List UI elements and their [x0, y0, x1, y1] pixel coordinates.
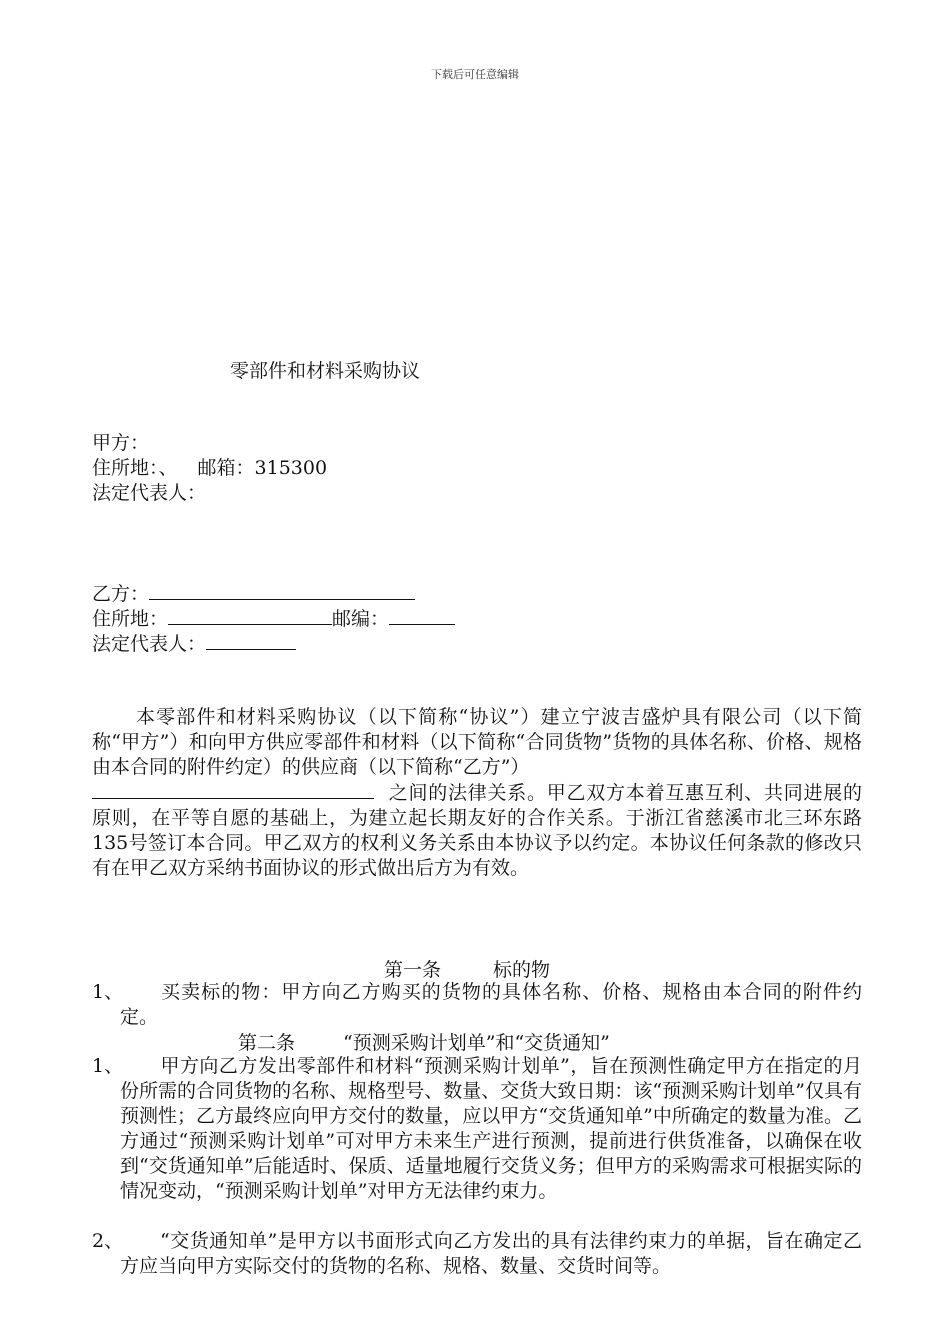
party-a-rep-label: 法定代表人： — [92, 482, 207, 504]
party-a-block — [92, 431, 862, 506]
intro-part1: 本零部件和材料采购协议（以下简称“协议”）建立宁波吉盛炉具有限公司（以下简称“甲方”）和向甲方供应零部件和材料（以下简称“合同货物”货物的具体名称、价格、规格由本合同的附件约定）的供应商（以下简称“乙方”） — [92, 706, 862, 778]
article-1-item-1-text: 买卖标的物：甲方向乙方购买的货物的具体名称、价格、规格由本合同的附件约定。 — [120, 981, 862, 1028]
party-b-rep-line — [92, 631, 862, 656]
intro-paragraph — [92, 705, 862, 881]
article-2-title: “预测采购计划单”和“交货通知” — [343, 1032, 610, 1054]
party-a-address-label: 住所地：、 — [92, 457, 178, 479]
document-title: 零部件和材料采购协议 — [230, 360, 421, 382]
article-1-item-1 — [92, 980, 862, 1030]
party-b-address-blank[interactable] — [168, 606, 332, 625]
party-b-rep-blank[interactable] — [206, 631, 296, 650]
article-2-heading — [238, 1028, 610, 1055]
page-header-note: 下载后可任意编辑 — [431, 68, 519, 81]
party-b-address-line — [92, 606, 862, 631]
article-1-title: 标的物 — [493, 959, 551, 981]
party-b-postcode-blank[interactable] — [389, 606, 455, 625]
article-1-heading — [384, 955, 550, 982]
party-b-block — [92, 581, 862, 656]
article-2-number: 第二条 — [238, 1032, 296, 1054]
party-b-name-label: 乙方： — [92, 583, 150, 605]
party-b-address-label: 住所地： — [92, 608, 169, 630]
article-2-item-2-text: “交货通知单”是甲方以书面形式向乙方发出的具有法律约束力的单据，旨在确定乙方应当向甲方实际交付的货物的名称、规格、数量、交货时间等。 — [120, 1230, 862, 1277]
party-a-postbox: 邮箱：315300 — [197, 457, 328, 479]
party-a-address-line — [92, 456, 862, 481]
article-2-item-2 — [92, 1229, 862, 1279]
party-b-postcode-label: 邮编： — [332, 608, 390, 630]
article-1-number: 第一条 — [384, 959, 442, 981]
party-a-name-label: 甲方： — [92, 432, 150, 454]
article-2-item-2-num: 2、 — [92, 1230, 124, 1252]
party-b-rep-label: 法定代表人： — [92, 633, 207, 655]
intro-part2: 之间的法律关系。甲乙双方本着互惠互利、共同进展的原则，在平等自愿的基础上，为建立起长期友好的合作关系。于浙江省慈溪市北三环东路135号签订本合同。甲乙双方的权利义务关系由本协议予以约定。本协议任何条款的修改只有在甲乙双方采纳书面协议的形式做出后方为有效。 — [92, 782, 862, 879]
article-2-item-1-num: 1、 — [92, 1055, 124, 1077]
article-2-item-1 — [92, 1054, 862, 1204]
article-1-item-1-num: 1、 — [92, 981, 124, 1003]
party-b-name-line — [92, 581, 862, 606]
party-b-intro-blank[interactable] — [92, 780, 374, 799]
article-2-item-1-text: 甲方向乙方发出零部件和材料“预测采购计划单”，旨在预测性确定甲方在指定的月份所需的合同货物的名称、规格型号、数量、交货大致日期：该“预测采购计划单”仅具有预测性；乙方最终应向甲方交付的数量，应以甲方“交货通知单”中所确定的数量为准。乙方通过“预测采购计划单”可对甲方未来生产进行预测，提前进行供货准备，以确保在收到“交货通知单”后能适时、保质、适量地履行交货义务；但甲方的采购需求可根据实际的情况变动，“预测采购计划单”对甲方无法律约束力。 — [120, 1055, 862, 1202]
party-b-name-blank[interactable] — [149, 581, 415, 600]
